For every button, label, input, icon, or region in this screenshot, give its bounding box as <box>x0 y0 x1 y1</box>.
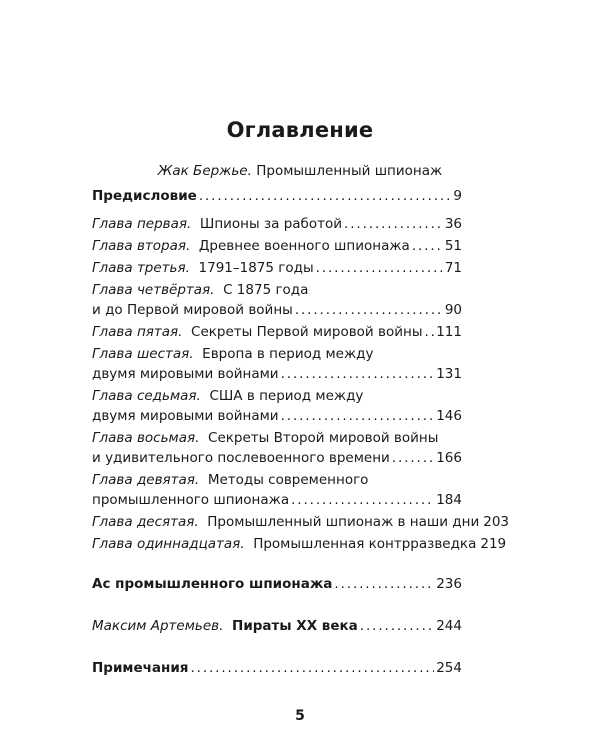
chapter-title: Секреты Первой мировой войны <box>191 324 423 340</box>
toc-entry-chapter-10[interactable] <box>92 512 510 532</box>
toc-page-number: 244 <box>436 618 462 634</box>
page-number: 5 <box>295 708 305 724</box>
chapter-title: Промышленный шпионаж в наши дни <box>207 514 480 530</box>
chapter-title-continued: и до Первой мировой войны <box>92 302 293 318</box>
chapter-prefix: Глава восьмая. <box>92 430 200 446</box>
dot-leader <box>334 574 434 594</box>
toc-page-number: 236 <box>436 576 462 592</box>
chapter-title: США в период между <box>209 388 364 404</box>
toc-page-number: 71 <box>444 260 462 276</box>
toc-page-number: 254 <box>436 660 462 676</box>
dot-leader <box>412 236 443 256</box>
toc-page-number: 90 <box>444 302 462 318</box>
dot-leader <box>190 658 434 678</box>
chapter-prefix: Глава десятая. <box>92 514 199 530</box>
toc-page-number: 51 <box>444 238 462 254</box>
chapter-prefix: Глава третья. <box>92 260 190 276</box>
second-part-author: Максим Артемьев. <box>92 618 224 634</box>
chapter-title: Европа в период между <box>202 346 374 362</box>
toc-page-number: 111 <box>436 324 462 340</box>
chapter-title-continued: двумя мировыми войнами <box>92 366 279 382</box>
chapter-prefix: Глава седьмая. <box>92 388 201 404</box>
dot-leader <box>392 448 434 468</box>
dot-leader <box>424 322 434 342</box>
toc-entry-preface[interactable] <box>92 186 462 206</box>
page-title: Оглавление <box>226 118 374 142</box>
dot-leader <box>281 406 435 426</box>
second-part-title: Пираты XX века <box>232 618 358 634</box>
dot-leader <box>344 214 443 234</box>
chapter-title: С 1875 года <box>223 282 309 298</box>
toc-entry-chapter-1[interactable] <box>92 214 462 234</box>
chapter-prefix: Глава четвёртая. <box>92 282 215 298</box>
chapter-prefix: Глава пятая. <box>92 324 183 340</box>
toc-entry-notes[interactable] <box>92 658 462 678</box>
dot-leader <box>295 300 443 320</box>
section-author-name: Жак Бержье. <box>157 163 252 179</box>
toc-entry-chapter-8[interactable] <box>92 428 462 468</box>
toc-page-number: 203 <box>483 514 510 530</box>
toc-entry-chapter-5[interactable] <box>92 322 462 342</box>
chapter-prefix: Глава шестая. <box>92 346 194 362</box>
chapter-title: Секреты Второй мировой войны <box>208 430 439 446</box>
toc-entry-chapter-6[interactable] <box>92 344 462 384</box>
chapter-prefix: Глава девятая. <box>92 472 200 488</box>
toc-entry-chapter-2[interactable] <box>92 236 462 256</box>
toc-page-number: 9 <box>453 188 462 204</box>
toc-page-number: 184 <box>436 492 462 508</box>
dot-leader <box>316 258 443 278</box>
dot-leader <box>281 364 435 384</box>
dot-leader <box>291 490 434 510</box>
chapter-prefix: Глава вторая. <box>92 238 191 254</box>
toc-page-number: 36 <box>444 216 462 232</box>
chapter-title: 1791–1875 годы <box>198 260 314 276</box>
toc-entry-label: Предисловие <box>92 188 197 204</box>
chapter-title: Древнее военного шпионажа <box>198 238 410 254</box>
chapter-prefix: Глава одиннадцатая. <box>92 536 245 552</box>
toc-entry-chapter-4[interactable] <box>92 280 462 320</box>
chapter-title-continued: и удивительного послевоенного времени <box>92 450 390 466</box>
toc-entry-ace[interactable] <box>92 574 462 594</box>
chapter-title: Промышленная контрразведка <box>253 536 477 552</box>
dot-leader <box>199 186 452 206</box>
toc-entry-pirates[interactable] <box>92 616 462 636</box>
toc-page-number: 166 <box>436 450 462 466</box>
toc-page-number: 146 <box>436 408 462 424</box>
chapter-title: Шпионы за работой <box>199 216 343 232</box>
chapter-title: Методы современного <box>207 472 369 488</box>
toc-page-number: 219 <box>480 536 507 552</box>
toc-entry-chapter-9[interactable] <box>92 470 462 510</box>
toc-entry-chapter-11[interactable] <box>92 534 507 554</box>
chapter-prefix: Глава первая. <box>92 216 192 232</box>
toc-entry-label: Примечания <box>92 660 189 676</box>
chapter-title-continued: промышленного шпионажа <box>92 492 290 508</box>
chapter-title-continued: двумя мировыми войнами <box>92 408 279 424</box>
section-author-line <box>0 163 600 179</box>
toc-entry-chapter-7[interactable] <box>92 386 462 426</box>
toc-entry-label: Ас промышленного шпионажа <box>92 576 333 592</box>
toc-entry-chapter-3[interactable] <box>92 258 462 278</box>
dot-leader <box>360 616 434 636</box>
section-book-title: Промышленный шпионаж <box>256 163 443 179</box>
toc-page-number: 131 <box>436 366 462 382</box>
